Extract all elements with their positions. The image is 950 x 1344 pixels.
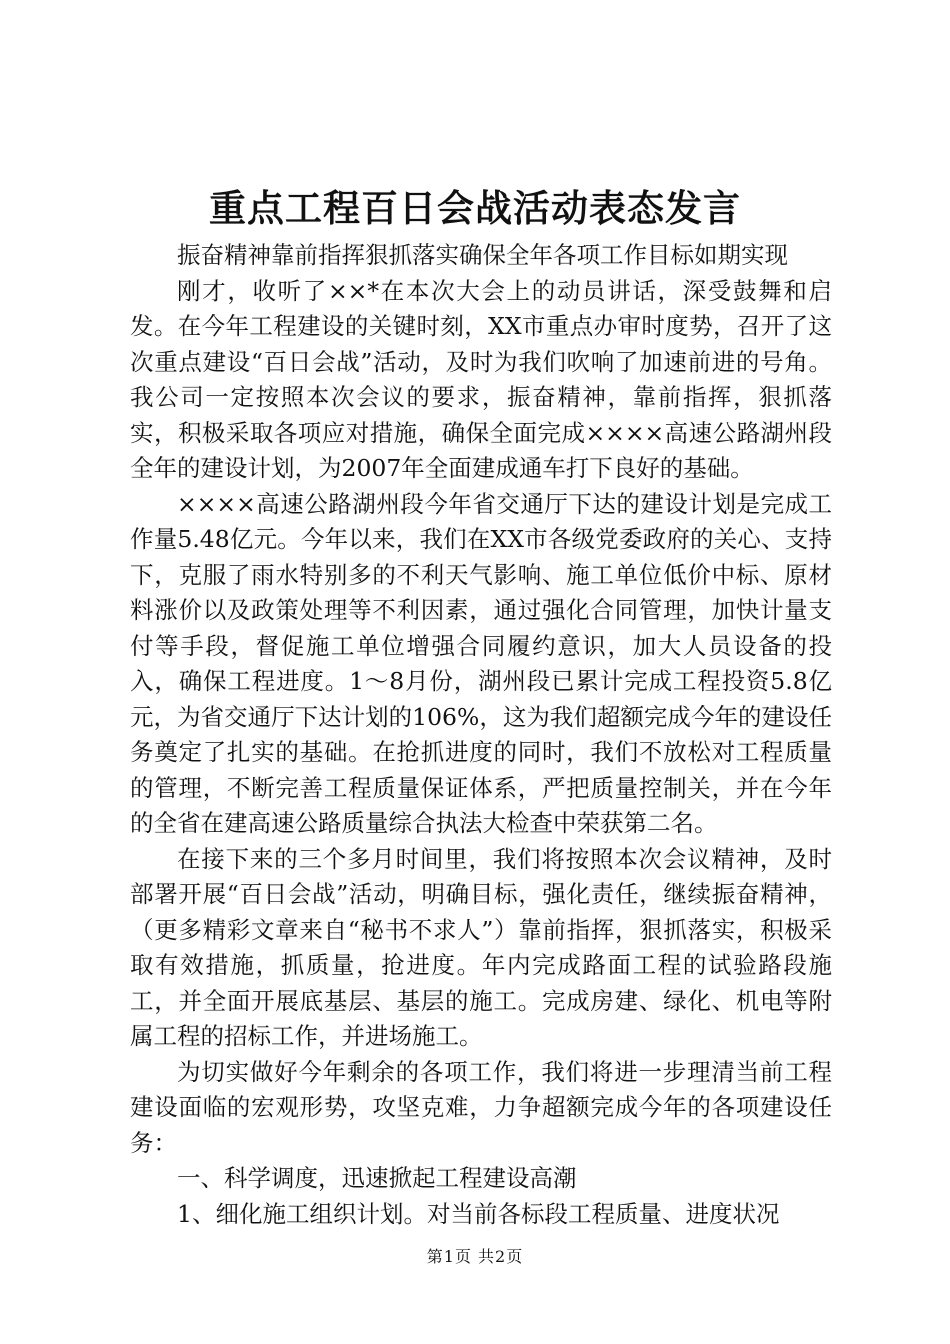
- document-title: 重点工程百日会战活动表态发言: [209, 186, 741, 230]
- document-body: [130, 238, 832, 1232]
- body-paragraph: 为切实做好今年剩余的各项工作，我们将进一步理清当前工程建设面临的宏观形势，攻坚克难，力争超额完成今年的各项建设任务：: [130, 1057, 832, 1157]
- body-paragraph: ××××高速公路湖州段今年省交通厅下达的建设计划是完成工作量5.48亿元。今年以来，我们在XX市各级党委政府的关心、支持下，克服了雨水特别多的不利天气影响、施工单位低价中标、原材料涨价以及政策处理等不利因素，通过强化合同管理，加快计量支付等手段，督促施工单位增强合同履约意识，加大人员设备的投入，确保工程进度。1～8月份，湖州段已累计完成工程投资5.8亿元，为省交通厅下达计划的106%，这为我们超额完成今年的建设任务奠定了扎实的基础。在抢抓进度的同时，我们不放松对工程质量的管理，不断完善工程质量保证体系，严把质量控制关，并在今年的全省在建高速公路质量综合执法大检查中荣获第二名。: [130, 489, 832, 837]
- page-number-footer: 第1页 共2页: [426, 1247, 524, 1266]
- section-heading: 一、科学调度，迅速掀起工程建设高潮: [177, 1164, 577, 1192]
- body-paragraph: 1、细化施工组织计划。对当前各标段工程质量、进度状况: [177, 1199, 780, 1228]
- body-paragraph: 刚才，收听了××*在本次大会上的动员讲话，深受鼓舞和启发。在今年工程建设的关键时刻，XX市重点办审时度势，召开了这次重点建设“百日会战”活动，及时为我们吹响了加速前进的号角。我公司一定按照本次会议的要求，振奋精神，靠前指挥，狠抓落实，积极采取各项应对措施，确保全面完成××××高速公路湖州段全年的建设计划，为2007年全面建成通车打下良好的基础。: [130, 276, 832, 482]
- body-paragraph: 在接下来的三个多月时间里，我们将按照本次会议精神，及时部署开展“百日会战”活动，明确目标，强化责任，继续振奋精神，（更多精彩文章来自“秘书不求人”）靠前指挥，狠抓落实，积极采取有效措施，抓质量，抢进度。年内完成路面工程的试验路段施工，并全面开展底基层、基层的施工。完成房建、绿化、机电等附属工程的招标工作，并进场施工。: [130, 844, 832, 1050]
- subtitle-paragraph: 振奋精神靠前指挥狠抓落实确保全年各项工作目标如期实现: [177, 241, 788, 269]
